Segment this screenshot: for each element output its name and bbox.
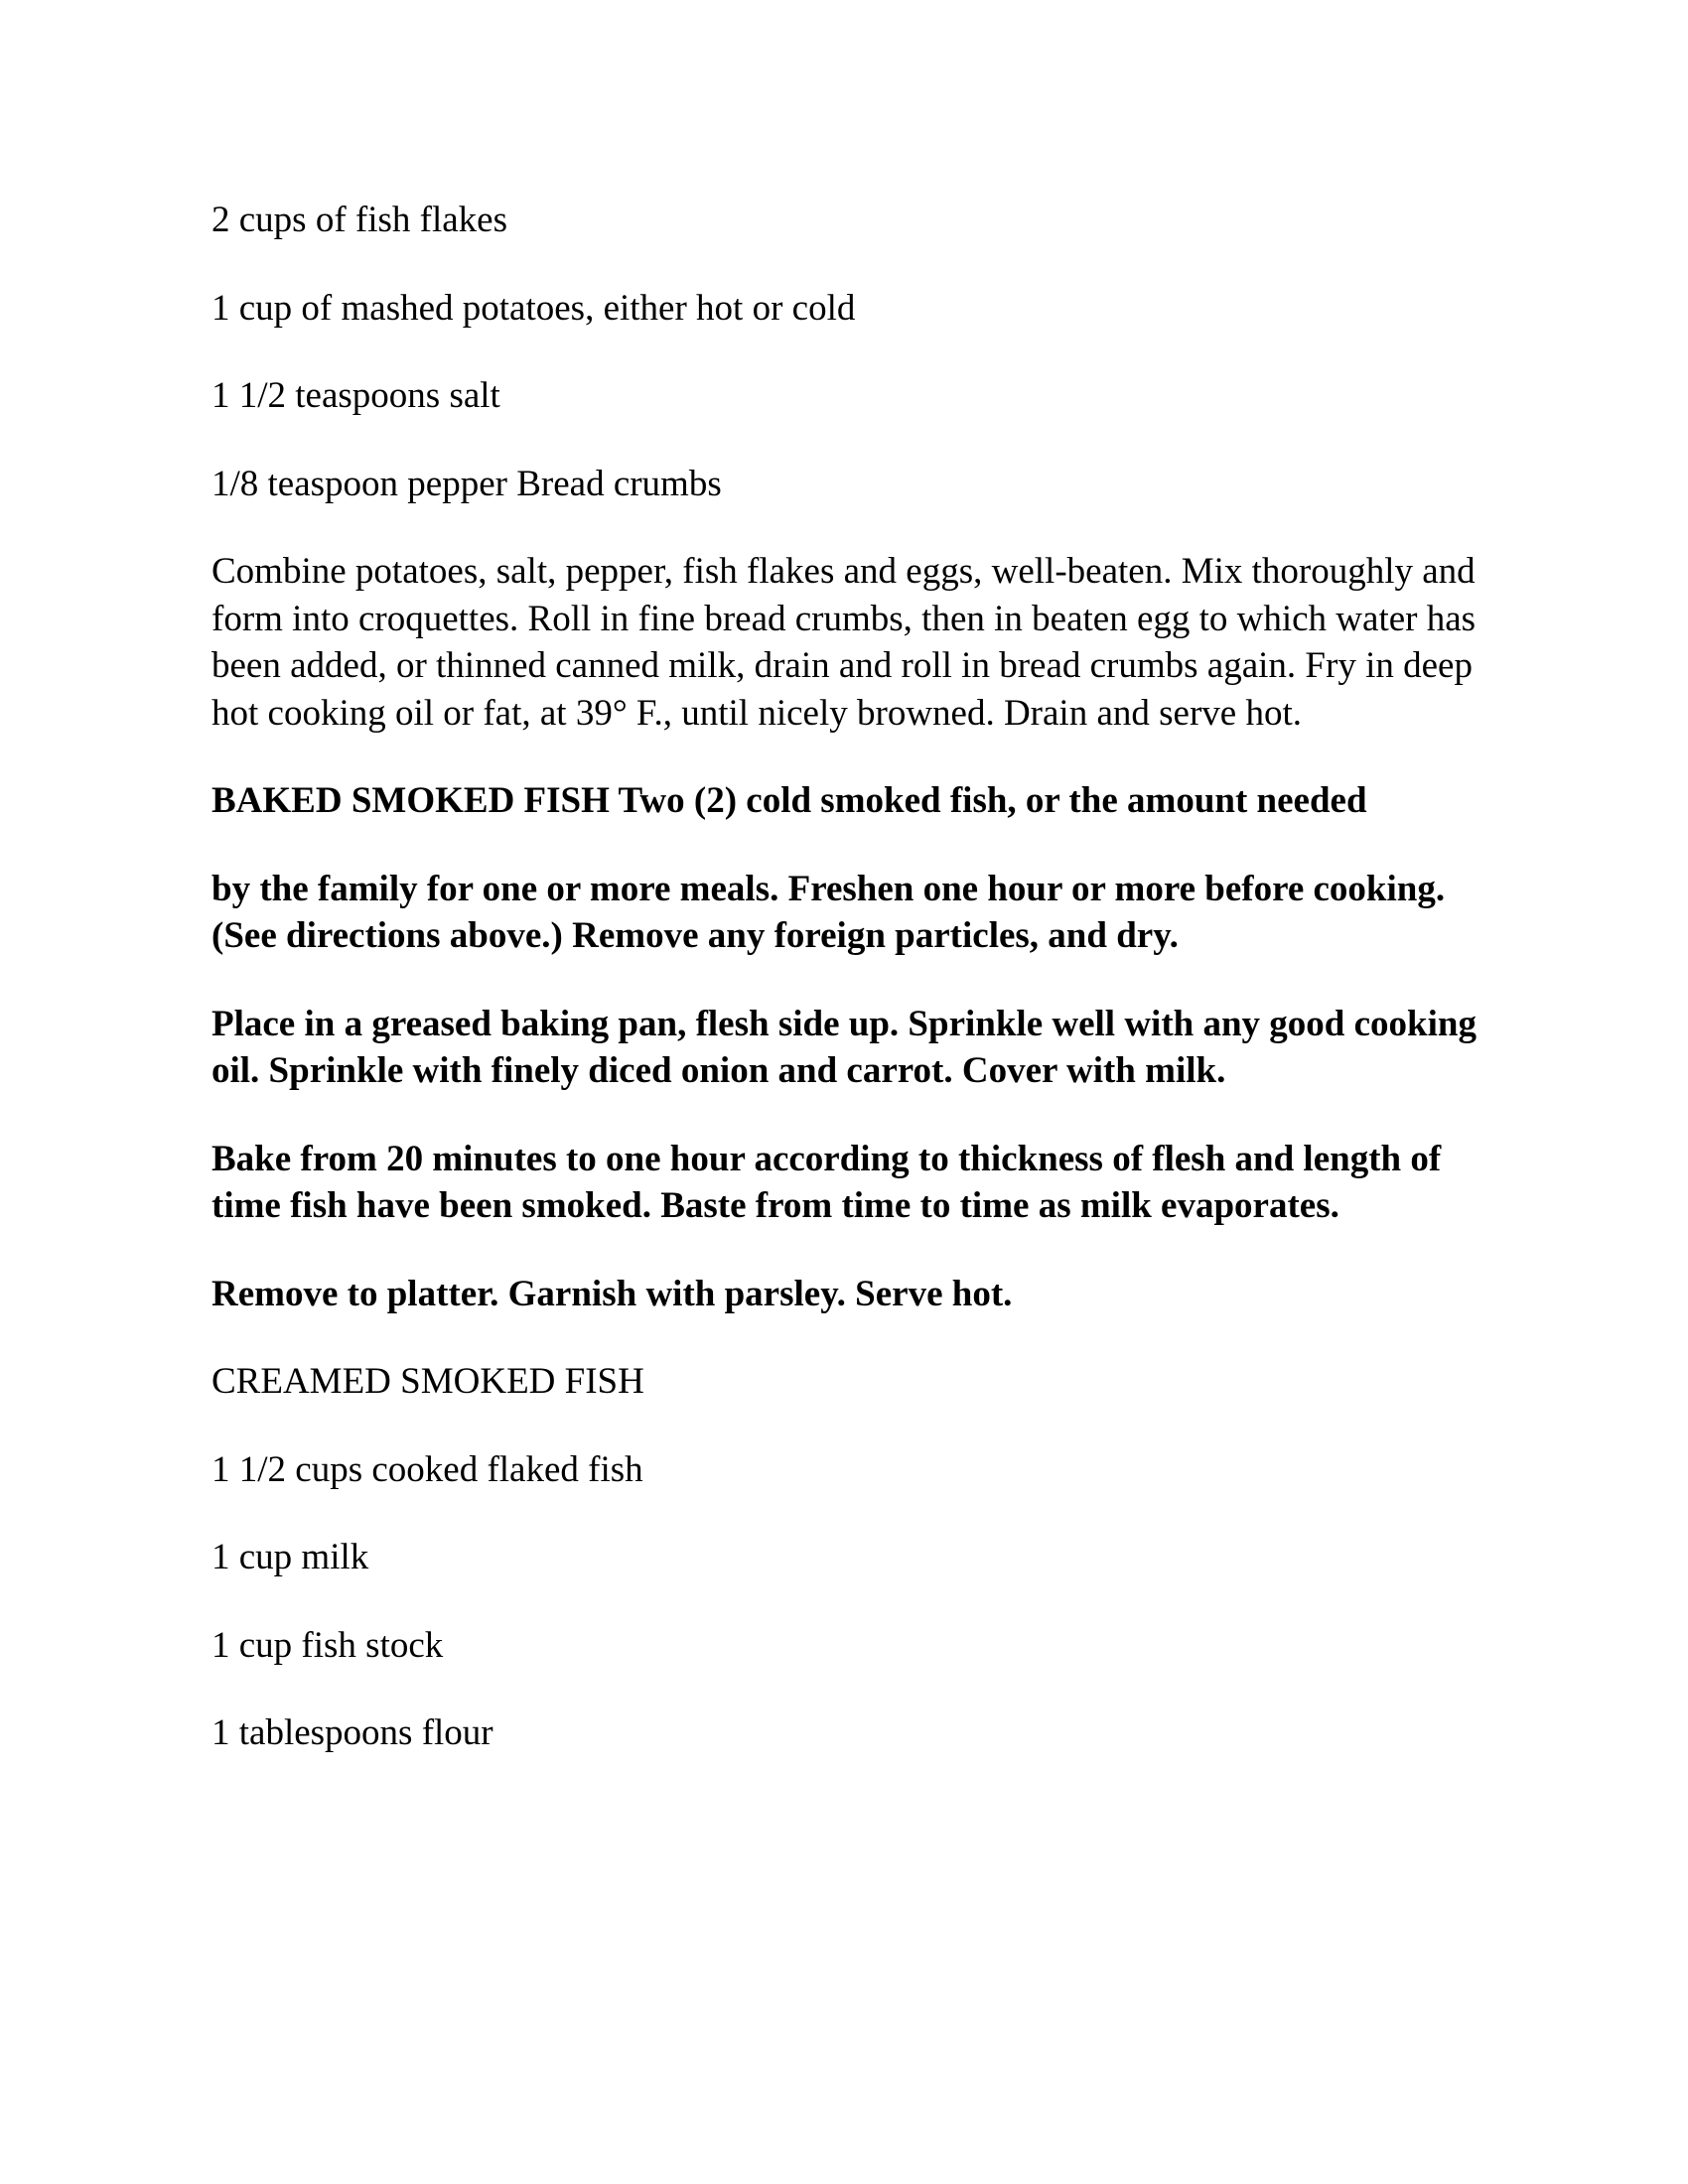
ingredient-line: 1 1/2 cups cooked flaked fish [211,1448,643,1490]
ingredient-line: 1 cup of mashed potatoes, either hot or cold [211,287,856,329]
instructions-paragraph: Combine potatoes, salt, pepper, fish flakes and eggs, well-beaten. Mix thoroughly and form into croquettes. Roll in fine bread crumbs, then in beaten egg to which water has been added, or thinned canned milk, drain and roll in bread crumbs again. Fry in deep hot cooking oil or fat, at 39° F., until nicely browned. Drain and serve hot. [211,551,1477,734]
instructions-paragraph: Remove to platter. Garnish with parsley. Serve hot. [211,1273,1013,1314]
ingredient-line: 1 cup milk [211,1537,369,1577]
ingredient-line: 1 1/2 teaspoons salt [211,375,500,416]
instructions-paragraph: by the family for one or more meals. Freshen one hour or more before cooking. (See directions above.) Remove any foreign particles, and dry. [211,868,1446,956]
instructions-paragraph: Bake from 20 minutes to one hour according to thickness of flesh and length of time fish have been smoked. Baste from time to time as milk evaporates. [211,1138,1442,1226]
ingredient-line: 2 cups of fish flakes [211,200,507,240]
ingredient-line: 1 cup fish stock [211,1624,444,1666]
recipe-heading-creamed-smoked-fish: CREAMED SMOKED FISH [211,1361,644,1402]
ingredient-line: 1 tablespoons flour [211,1712,493,1753]
ingredient-line: 1/8 teaspoon pepper Bread crumbs [211,463,722,504]
recipe-heading-baked-smoked-fish: BAKED SMOKED FISH Two (2) cold smoked fish, or the amount needed [211,780,1367,821]
document-page [211,197,1492,1798]
instructions-paragraph: Place in a greased baking pan, flesh side up. Sprinkle well with any good cooking oil. Sprinkle with finely diced onion and carrot. Cover with milk. [211,1003,1477,1091]
